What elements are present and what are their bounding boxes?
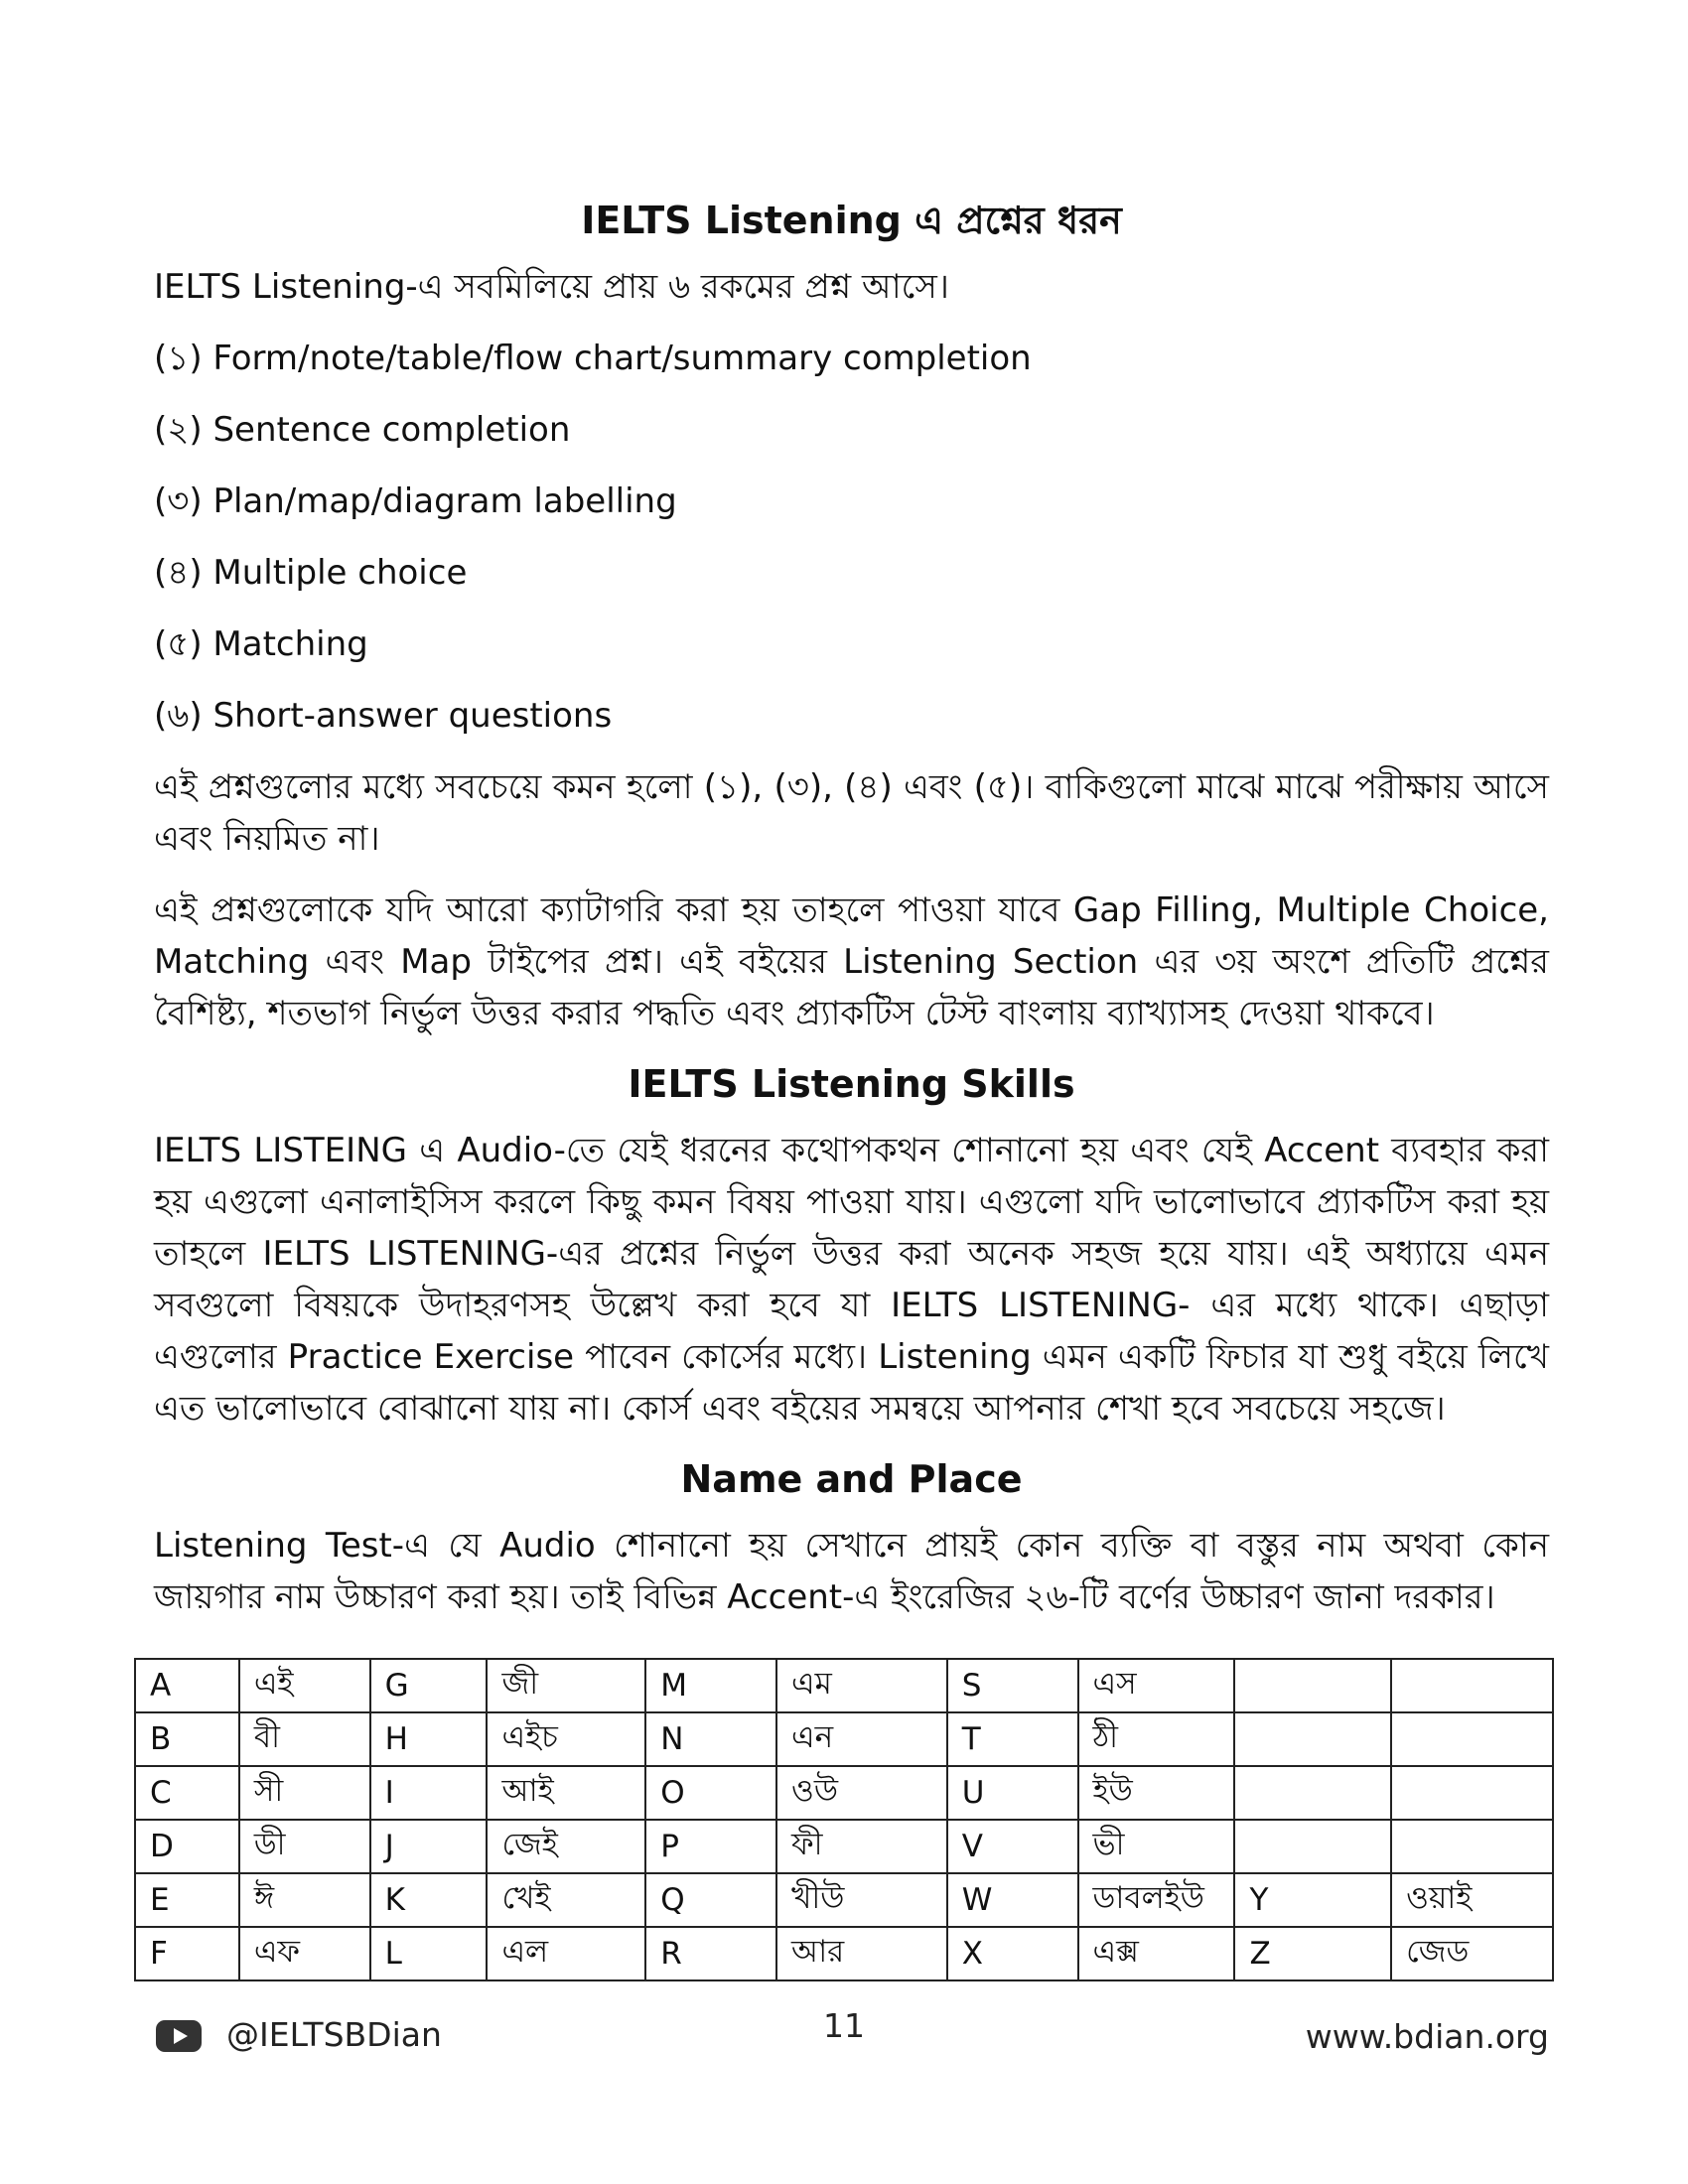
table-row xyxy=(135,1873,1553,1927)
table-cell xyxy=(1234,1659,1391,1712)
question-type-item: (৫) Matching xyxy=(154,624,368,664)
table-cell: R xyxy=(645,1927,776,1980)
table-row xyxy=(135,1659,1553,1712)
table-cell: I xyxy=(370,1766,488,1820)
question-type-item: (৪) Multiple choice xyxy=(154,553,468,593)
table-cell: D xyxy=(135,1820,239,1873)
table-cell: এস xyxy=(1078,1659,1235,1712)
table-cell: জী xyxy=(487,1659,645,1712)
table-cell: খীউ xyxy=(776,1873,947,1927)
table-cell xyxy=(1234,1820,1391,1873)
question-type-item: (২) Sentence completion xyxy=(154,410,571,450)
table-cell: H xyxy=(370,1712,488,1766)
table-cell: বী xyxy=(239,1712,370,1766)
website-link[interactable]: www.bdian.org xyxy=(1305,2017,1549,2056)
table-cell: V xyxy=(947,1820,1078,1873)
page-footer xyxy=(0,2006,1688,2070)
table-cell: A xyxy=(135,1659,239,1712)
table-cell: আর xyxy=(776,1927,947,1980)
table-row xyxy=(135,1712,1553,1766)
alphabet-pronunciation-table xyxy=(134,1658,1554,1981)
table-cell: Z xyxy=(1234,1927,1391,1980)
youtube-handle: @IELTSBDian xyxy=(226,2015,442,2054)
table-cell: এক্স xyxy=(1078,1927,1235,1980)
table-cell: G xyxy=(370,1659,488,1712)
table-cell: এম xyxy=(776,1659,947,1712)
question-type-item: (৬) Short-answer questions xyxy=(154,696,613,736)
table-cell: খেই xyxy=(487,1873,645,1927)
table-cell: U xyxy=(947,1766,1078,1820)
table-row xyxy=(135,1820,1553,1873)
table-cell: এই xyxy=(239,1659,370,1712)
table-cell: K xyxy=(370,1873,488,1927)
table-cell: W xyxy=(947,1873,1078,1927)
table-cell: M xyxy=(645,1659,776,1712)
section-title-name-and-place: Name and Place xyxy=(680,1457,1023,1501)
table-cell: F xyxy=(135,1927,239,1980)
common-types-paragraph: এই প্রশ্নগুলোর মধ্যে সবচেয়ে কমন হলো (১), (৩), (৪) এবং (৫)। বাকিগুলো মাঝে মাঝে পরীক্ষায় আসে এবং নিয়মিত না। xyxy=(154,767,1549,859)
table-cell: ভী xyxy=(1078,1820,1235,1873)
table-cell xyxy=(1234,1766,1391,1820)
table-cell xyxy=(1391,1766,1553,1820)
table-cell: B xyxy=(135,1712,239,1766)
table-cell: X xyxy=(947,1927,1078,1980)
table-cell: ডাবলইউ xyxy=(1078,1873,1235,1927)
table-cell xyxy=(1391,1820,1553,1873)
table-row xyxy=(135,1766,1553,1820)
page-number: 11 xyxy=(823,2006,865,2045)
section-title-listening-skills: IELTS Listening Skills xyxy=(628,1062,1075,1106)
table-row xyxy=(135,1927,1553,1980)
table-cell xyxy=(1391,1712,1553,1766)
table-cell: ইউ xyxy=(1078,1766,1235,1820)
table-cell: Q xyxy=(645,1873,776,1927)
question-type-item: (১) Form/note/table/flow chart/summary completion xyxy=(154,339,1032,378)
intro-text: IELTS Listening-এ সবমিলিয়ে প্রায় ৬ রকমের প্রশ্ন আসে। xyxy=(154,267,949,307)
table-cell: ওউ xyxy=(776,1766,947,1820)
table-cell: সী xyxy=(239,1766,370,1820)
table-cell: জেড xyxy=(1391,1927,1553,1980)
table-cell: আই xyxy=(487,1766,645,1820)
categories-paragraph: এই প্রশ্নগুলোকে যদি আরো ক্যাটাগরি করা হয় তাহলে পাওয়া যাবে Gap Filling, Multiple Choice, Matching এবং Map টাইপের প্রশ্ন। এই বইয়ের Listening Section এর ৩য় অংশে প্রতিটি প্রশ্নের বৈশিষ্ট্য, শতভাগ নির্ভুল উত্তর করার পদ্ধতি এবং প্র্যাকটিস টেস্ট বাংলায় ব্যাখ্যাসহ দেওয়া থাকবে। xyxy=(154,890,1549,1033)
question-type-item: (৩) Plan/map/diagram labelling xyxy=(154,481,677,521)
table-cell: Y xyxy=(1234,1873,1391,1927)
table-cell: ঈ xyxy=(239,1873,370,1927)
table-cell: L xyxy=(370,1927,488,1980)
name-place-paragraph: Listening Test-এ যে Audio শোনানো হয় সেখানে প্রায়ই কোন ব্যক্তি বা বস্তুর নাম অথবা কোন জায়গার নাম উচ্চারণ করা হয়। তাই বিভিন্ন Accent-এ ইংরেজির ২৬-টি বর্ণের উচ্চারণ জানা দরকার। xyxy=(154,1526,1549,1617)
listening-skills-paragraph: IELTS LISTEING এ Audio-তে যেই ধরনের কথোপকথন শোনানো হয় এবং যেই Accent ব্যবহার করা হয় এগুলো এনালাইসিস করলে কিছু কমন বিষয় পাওয়া যায়। এগুলো যদি ভালোভাবে প্র্যাকটিস করা হয় তাহলে IELTS LISTENING-এর প্রশ্নের নির্ভুল উত্তর করা অনেক সহজ হয়ে যায়। এই অধ্যায়ে এমন সবগুলো বিষয়কে উদাহরণসহ উল্লেখ করা হবে যা IELTS LISTENING- এর মধ্যে থাকে। এছাড়া এগুলোর Practice Exercise পাবেন কোর্সের মধ্যে। Listening এমন একটি ফিচার যা শুধু বইয়ে লিখে এত ভালোভাবে বোঝানো যায় না। কোর্স এবং বইয়ের সমন্বয়ে আপনার শেখা হবে সবচেয়ে সহজে। xyxy=(154,1131,1549,1429)
page-content xyxy=(154,194,1549,1643)
table-cell: ফী xyxy=(776,1820,947,1873)
table-cell: E xyxy=(135,1873,239,1927)
table-cell: S xyxy=(947,1659,1078,1712)
table-cell xyxy=(1234,1712,1391,1766)
table-cell: এন xyxy=(776,1712,947,1766)
table-cell: C xyxy=(135,1766,239,1820)
table-cell: O xyxy=(645,1766,776,1820)
table-cell: ডী xyxy=(239,1820,370,1873)
table-cell: N xyxy=(645,1712,776,1766)
section-title-question-types: IELTS Listening এ প্রশ্নের ধরন xyxy=(581,199,1122,242)
table-cell xyxy=(1391,1659,1553,1712)
table-cell: ঠী xyxy=(1078,1712,1235,1766)
table-cell: P xyxy=(645,1820,776,1873)
table-cell: জেই xyxy=(487,1820,645,1873)
table-cell: ওয়াই xyxy=(1391,1873,1553,1927)
table-cell: T xyxy=(947,1712,1078,1766)
table-cell: J xyxy=(370,1820,488,1873)
table-cell: এফ xyxy=(239,1927,370,1980)
table-cell: এইচ xyxy=(487,1712,645,1766)
table-cell: এল xyxy=(487,1927,645,1980)
